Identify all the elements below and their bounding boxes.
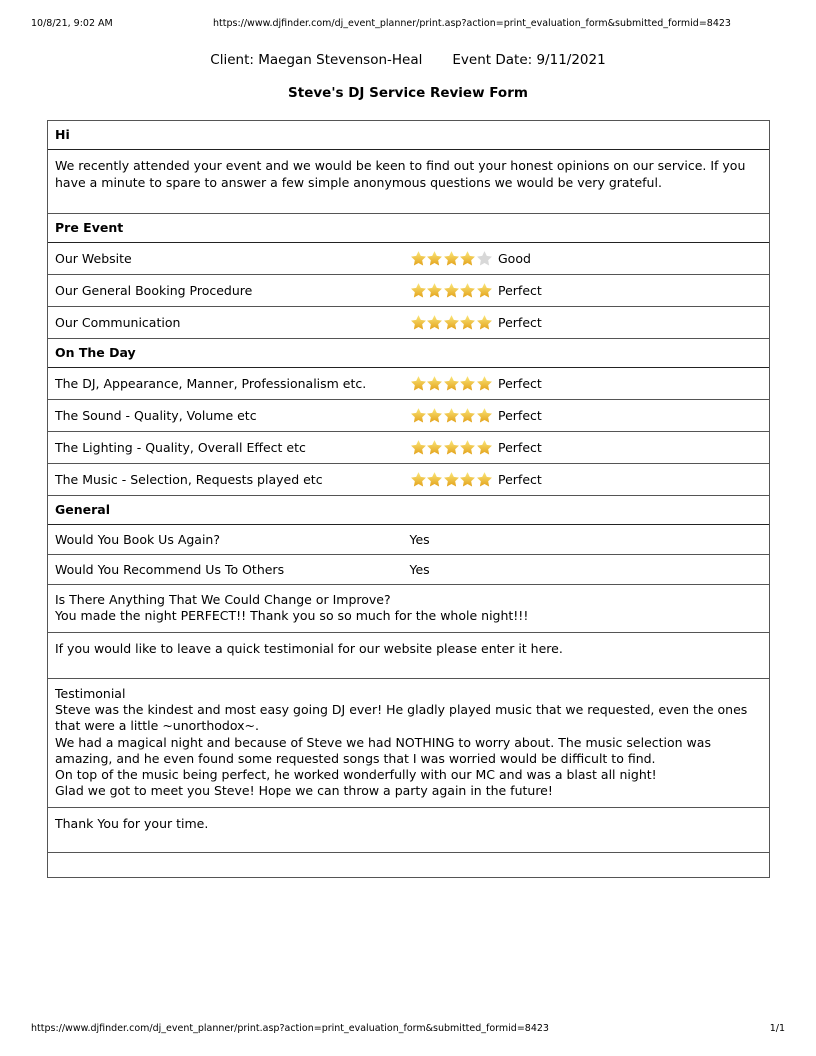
print-footer <box>0 1023 816 1037</box>
star-filled-icon <box>443 250 460 267</box>
improve-answer: You made the night PERFECT!! Thank you so so much for the whole night!!! <box>55 608 529 623</box>
improve-row <box>48 585 769 633</box>
thank-you-text: Thank You for your time. <box>55 816 209 832</box>
testimonial-line: We had a magical night and because of Steve we had NOTHING to worry about. The music selection was amazing, and he even found some requested songs that I was worried would be difficult to find. <box>55 734 715 766</box>
rating-value <box>410 407 764 424</box>
star-rating <box>410 250 493 267</box>
star-filled-icon <box>410 471 427 488</box>
star-filled-icon <box>443 314 460 331</box>
rating-question-label: Our General Booking Procedure <box>55 283 253 298</box>
rating-question-label: Our Website <box>55 251 132 266</box>
rating-question-label: The Sound - Quality, Volume etc <box>55 408 257 423</box>
star-filled-icon <box>443 407 460 424</box>
star-filled-icon <box>426 250 443 267</box>
answer-value: Yes <box>409 532 430 547</box>
rating-question-label: The DJ, Appearance, Manner, Professionalism etc. <box>55 376 367 391</box>
answer-value: Yes <box>409 562 430 577</box>
testimonial-line: Glad we got to meet you Steve! Hope we can throw a party again in the future! <box>55 783 553 799</box>
star-filled-icon <box>410 314 427 331</box>
table-row <box>48 368 769 400</box>
star-filled-icon <box>443 375 460 392</box>
section-header-general <box>48 496 769 525</box>
section-heading-label: Pre Event <box>55 220 124 235</box>
rating-value <box>410 282 764 299</box>
print-footer-url: https://www.djfinder.com/dj_event_planner/print.asp?action=print_evaluation_form&submitted_formid=8423 <box>31 1023 549 1034</box>
star-empty-icon <box>476 250 493 267</box>
star-filled-icon <box>476 282 493 299</box>
review-form-table <box>47 120 770 878</box>
section-heading-label: On The Day <box>55 345 136 360</box>
star-filled-icon <box>459 407 476 424</box>
rating-word: Perfect <box>498 315 542 330</box>
star-filled-icon <box>410 375 427 392</box>
rating-word: Perfect <box>498 376 542 391</box>
star-rating <box>410 282 493 299</box>
star-filled-icon <box>476 375 493 392</box>
star-filled-icon <box>443 471 460 488</box>
print-footer-page-number: 1/1 <box>769 1023 785 1034</box>
rating-word: Perfect <box>498 472 542 487</box>
star-rating <box>410 407 493 424</box>
section-header-pre-event <box>48 214 769 243</box>
rating-question-label: The Lighting - Quality, Overall Effect etc <box>55 440 306 455</box>
section-heading-label: Hi <box>55 127 70 142</box>
table-row <box>48 243 769 275</box>
table-row <box>48 555 769 585</box>
testimonial-prompt: If you would like to leave a quick testimonial for our website please enter it here. <box>55 641 563 656</box>
rating-value <box>410 375 764 392</box>
star-filled-icon <box>443 282 460 299</box>
client-and-event-date: Client: Maegan Stevenson-Heal Event Date: 9/11/2021 <box>210 52 606 68</box>
star-filled-icon <box>426 439 443 456</box>
star-rating <box>410 471 493 488</box>
testimonial-line: On top of the music being perfect, he worked wonderfully with our MC and was a blast all night! <box>55 767 657 783</box>
star-filled-icon <box>410 250 427 267</box>
print-header-url: https://www.djfinder.com/dj_event_planner/print.asp?action=print_evaluation_form&submitted_formid=8423 <box>213 18 731 29</box>
table-row <box>48 525 769 555</box>
rating-word: Perfect <box>498 440 542 455</box>
rating-question-label: The Music - Selection, Requests played etc <box>55 472 323 487</box>
section-header-on-the-day <box>48 339 769 368</box>
table-row <box>48 432 769 464</box>
rating-value <box>410 250 764 267</box>
star-filled-icon <box>476 314 493 331</box>
star-filled-icon <box>459 439 476 456</box>
table-row <box>48 275 769 307</box>
star-filled-icon <box>476 407 493 424</box>
section-header-hi <box>48 121 769 150</box>
page-title: Steve's DJ Service Review Form <box>288 85 528 101</box>
star-filled-icon <box>426 282 443 299</box>
table-row <box>48 464 769 496</box>
testimonial-prompt-row <box>48 633 769 679</box>
thank-you-row <box>48 808 769 853</box>
star-filled-icon <box>459 282 476 299</box>
star-filled-icon <box>459 314 476 331</box>
star-filled-icon <box>426 471 443 488</box>
table-row <box>48 400 769 432</box>
rating-value <box>410 439 764 456</box>
print-header-datetime: 10/8/21, 9:02 AM <box>31 18 113 29</box>
rating-word: Good <box>498 251 531 266</box>
question-label: Would You Recommend Us To Others <box>55 562 285 577</box>
print-header <box>0 18 816 34</box>
star-filled-icon <box>459 250 476 267</box>
star-filled-icon <box>410 282 427 299</box>
rating-value <box>410 314 764 331</box>
star-rating <box>410 375 493 392</box>
star-filled-icon <box>410 439 427 456</box>
star-filled-icon <box>443 439 460 456</box>
section-heading-label: General <box>55 502 110 517</box>
star-filled-icon <box>426 407 443 424</box>
intro-paragraph: We recently attended your event and we would be keen to find out your honest opinions on our service. If you have a minute to spare to answer a few simple anonymous questions we would be very grateful. <box>55 158 746 190</box>
testimonial-heading: Testimonial <box>55 686 126 701</box>
star-filled-icon <box>426 375 443 392</box>
star-filled-icon <box>459 375 476 392</box>
question-label: Would You Book Us Again? <box>55 532 220 547</box>
table-row <box>48 307 769 339</box>
document-header <box>0 50 816 103</box>
star-filled-icon <box>476 471 493 488</box>
star-filled-icon <box>476 439 493 456</box>
rating-word: Perfect <box>498 283 542 298</box>
testimonial-line: Steve was the kindest and most easy going DJ ever! He gladly played music that we requested, even the ones that were a little ~unorthodox~. <box>55 702 752 734</box>
rating-word: Perfect <box>498 408 542 423</box>
rating-value <box>410 471 764 488</box>
rating-question-label: Our Communication <box>55 315 181 330</box>
star-filled-icon <box>459 471 476 488</box>
star-rating <box>410 314 493 331</box>
intro-row <box>48 150 769 214</box>
star-filled-icon <box>410 407 427 424</box>
star-filled-icon <box>426 314 443 331</box>
improve-question: Is There Anything That We Could Change or Improve? <box>55 592 391 607</box>
empty-row <box>48 853 769 878</box>
testimonial-row <box>48 679 769 808</box>
star-rating <box>410 439 493 456</box>
